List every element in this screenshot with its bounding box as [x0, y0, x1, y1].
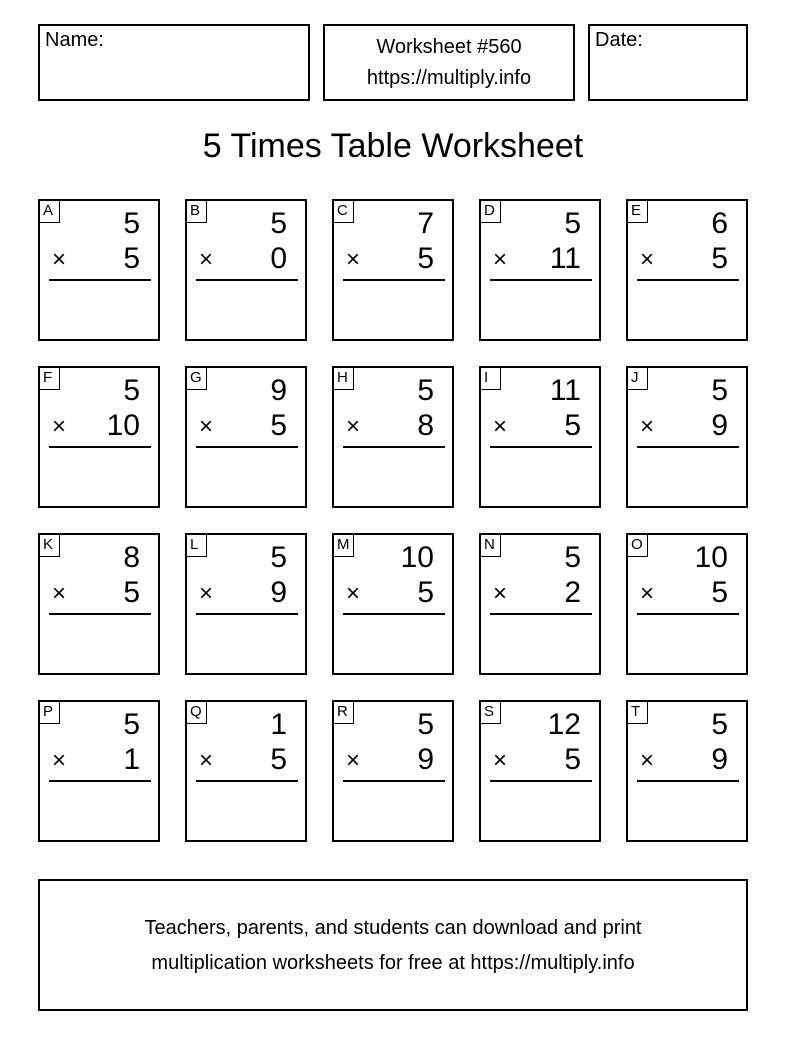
problem-card: [332, 533, 454, 675]
answer-line: [343, 446, 445, 448]
times-sign: ×: [346, 580, 361, 607]
times-sign: ×: [493, 413, 508, 440]
times-sign: ×: [640, 246, 655, 273]
times-sign: ×: [52, 413, 67, 440]
times-sign: ×: [346, 747, 361, 774]
multiplicand: 5: [417, 708, 434, 741]
problem-card: [38, 366, 160, 508]
problem-card: [479, 366, 601, 508]
answer-line: [637, 279, 739, 281]
problem-letter: Q: [187, 702, 207, 724]
times-sign: ×: [199, 413, 214, 440]
problem-card: [185, 366, 307, 508]
problem-letter: E: [628, 201, 648, 223]
name-label: Name:: [45, 29, 104, 51]
problem-letter: G: [187, 368, 207, 390]
problem-card: [626, 199, 748, 341]
answer-line: [196, 613, 298, 615]
worksheet-url: https://multiply.info: [366, 67, 532, 89]
problem-card: [185, 533, 307, 675]
multiplier: 10: [106, 409, 140, 442]
multiplicand: 5: [564, 541, 581, 574]
problem-card: [626, 366, 748, 508]
multiplier: 9: [417, 743, 434, 776]
times-sign: ×: [640, 747, 655, 774]
problem-card: [332, 366, 454, 508]
answer-line: [49, 279, 151, 281]
answer-line: [196, 279, 298, 281]
problem-card: [332, 700, 454, 842]
problem-card: [479, 700, 601, 842]
multiplier: 11: [549, 242, 581, 275]
multiplicand: 5: [417, 374, 434, 407]
times-sign: ×: [640, 580, 655, 607]
answer-line: [49, 780, 151, 782]
times-sign: ×: [199, 747, 214, 774]
answer-line: [343, 613, 445, 615]
multiplicand: 12: [547, 708, 581, 741]
footer-box: [38, 879, 748, 1011]
times-sign: ×: [640, 413, 655, 440]
problem-letter: R: [334, 702, 354, 724]
multiplier: 1: [123, 743, 140, 776]
times-sign: ×: [493, 747, 508, 774]
problem-card: [38, 700, 160, 842]
answer-line: [490, 279, 592, 281]
problem-card: [626, 533, 748, 675]
times-sign: ×: [199, 580, 214, 607]
date-label: Date:: [595, 29, 643, 51]
answer-line: [343, 780, 445, 782]
problem-card: [626, 700, 748, 842]
multiplicand: 5: [270, 207, 287, 240]
times-sign: ×: [493, 246, 508, 273]
multiplicand: 10: [694, 541, 728, 574]
page-title: 5 Times Table Worksheet: [202, 127, 584, 165]
problem-letter: N: [481, 535, 501, 557]
answer-line: [196, 780, 298, 782]
times-sign: ×: [52, 747, 67, 774]
answer-line: [49, 613, 151, 615]
problem-letter: O: [628, 535, 648, 557]
multiplier: 5: [417, 242, 434, 275]
multiplier: 5: [564, 743, 581, 776]
multiplicand: 5: [270, 541, 287, 574]
multiplier: 8: [417, 409, 434, 442]
problem-letter: M: [334, 535, 354, 557]
multiplicand: 6: [711, 207, 728, 240]
multiplicand: 5: [564, 207, 581, 240]
times-sign: ×: [346, 246, 361, 273]
problem-letter: S: [481, 702, 501, 724]
answer-line: [490, 780, 592, 782]
multiplier: 5: [711, 576, 728, 609]
multiplier: 2: [564, 576, 581, 609]
multiplicand: 7: [417, 207, 434, 240]
problem-card: [38, 533, 160, 675]
multiplicand: 10: [400, 541, 434, 574]
multiplicand: 8: [123, 541, 140, 574]
multiplier: 0: [270, 242, 287, 275]
multiplier: 5: [270, 743, 287, 776]
answer-line: [490, 613, 592, 615]
problem-letter: D: [481, 201, 501, 223]
multiplicand: 5: [123, 374, 140, 407]
problem-letter: P: [40, 702, 60, 724]
multiplier: 5: [123, 576, 140, 609]
answer-line: [637, 446, 739, 448]
problem-letter: L: [187, 535, 207, 557]
multiplicand: 5: [711, 708, 728, 741]
times-sign: ×: [199, 246, 214, 273]
problem-card: [479, 533, 601, 675]
multiplier: 5: [711, 242, 728, 275]
multiplicand: 9: [270, 374, 287, 407]
footer-text-line-2: multiplication worksheets for free at https://multiply.info: [151, 952, 635, 974]
answer-line: [49, 446, 151, 448]
worksheet-number: Worksheet #560: [376, 36, 522, 58]
multiplicand: 1: [270, 708, 287, 741]
answer-line: [637, 613, 739, 615]
problem-letter: T: [628, 702, 648, 724]
problem-letter: H: [334, 368, 354, 390]
multiplier: 9: [270, 576, 287, 609]
problem-card: [38, 199, 160, 341]
problem-letter: I: [481, 368, 501, 390]
problem-letter: C: [334, 201, 354, 223]
problem-card: [332, 199, 454, 341]
multiplier: 5: [123, 242, 140, 275]
problem-letter: F: [40, 368, 60, 390]
times-sign: ×: [493, 580, 508, 607]
problem-letter: A: [40, 201, 60, 223]
times-sign: ×: [52, 580, 67, 607]
answer-line: [490, 446, 592, 448]
problem-letter: J: [628, 368, 648, 390]
answer-line: [196, 446, 298, 448]
problem-letter: K: [40, 535, 60, 557]
answer-line: [637, 780, 739, 782]
multiplicand: 5: [711, 374, 728, 407]
problem-card: [479, 199, 601, 341]
multiplier: 9: [711, 743, 728, 776]
problem-card: [185, 700, 307, 842]
multiplier: 9: [711, 409, 728, 442]
multiplier: 5: [564, 409, 581, 442]
multiplicand: 5: [123, 207, 140, 240]
problem-letter: B: [187, 201, 207, 223]
times-sign: ×: [346, 413, 361, 440]
problem-card: [185, 199, 307, 341]
multiplier: 5: [270, 409, 287, 442]
answer-line: [343, 279, 445, 281]
footer-text-line-1: Teachers, parents, and students can download and print: [144, 917, 642, 939]
multiplicand: 11: [549, 374, 581, 407]
times-sign: ×: [52, 246, 67, 273]
multiplicand: 5: [123, 708, 140, 741]
multiplier: 5: [417, 576, 434, 609]
